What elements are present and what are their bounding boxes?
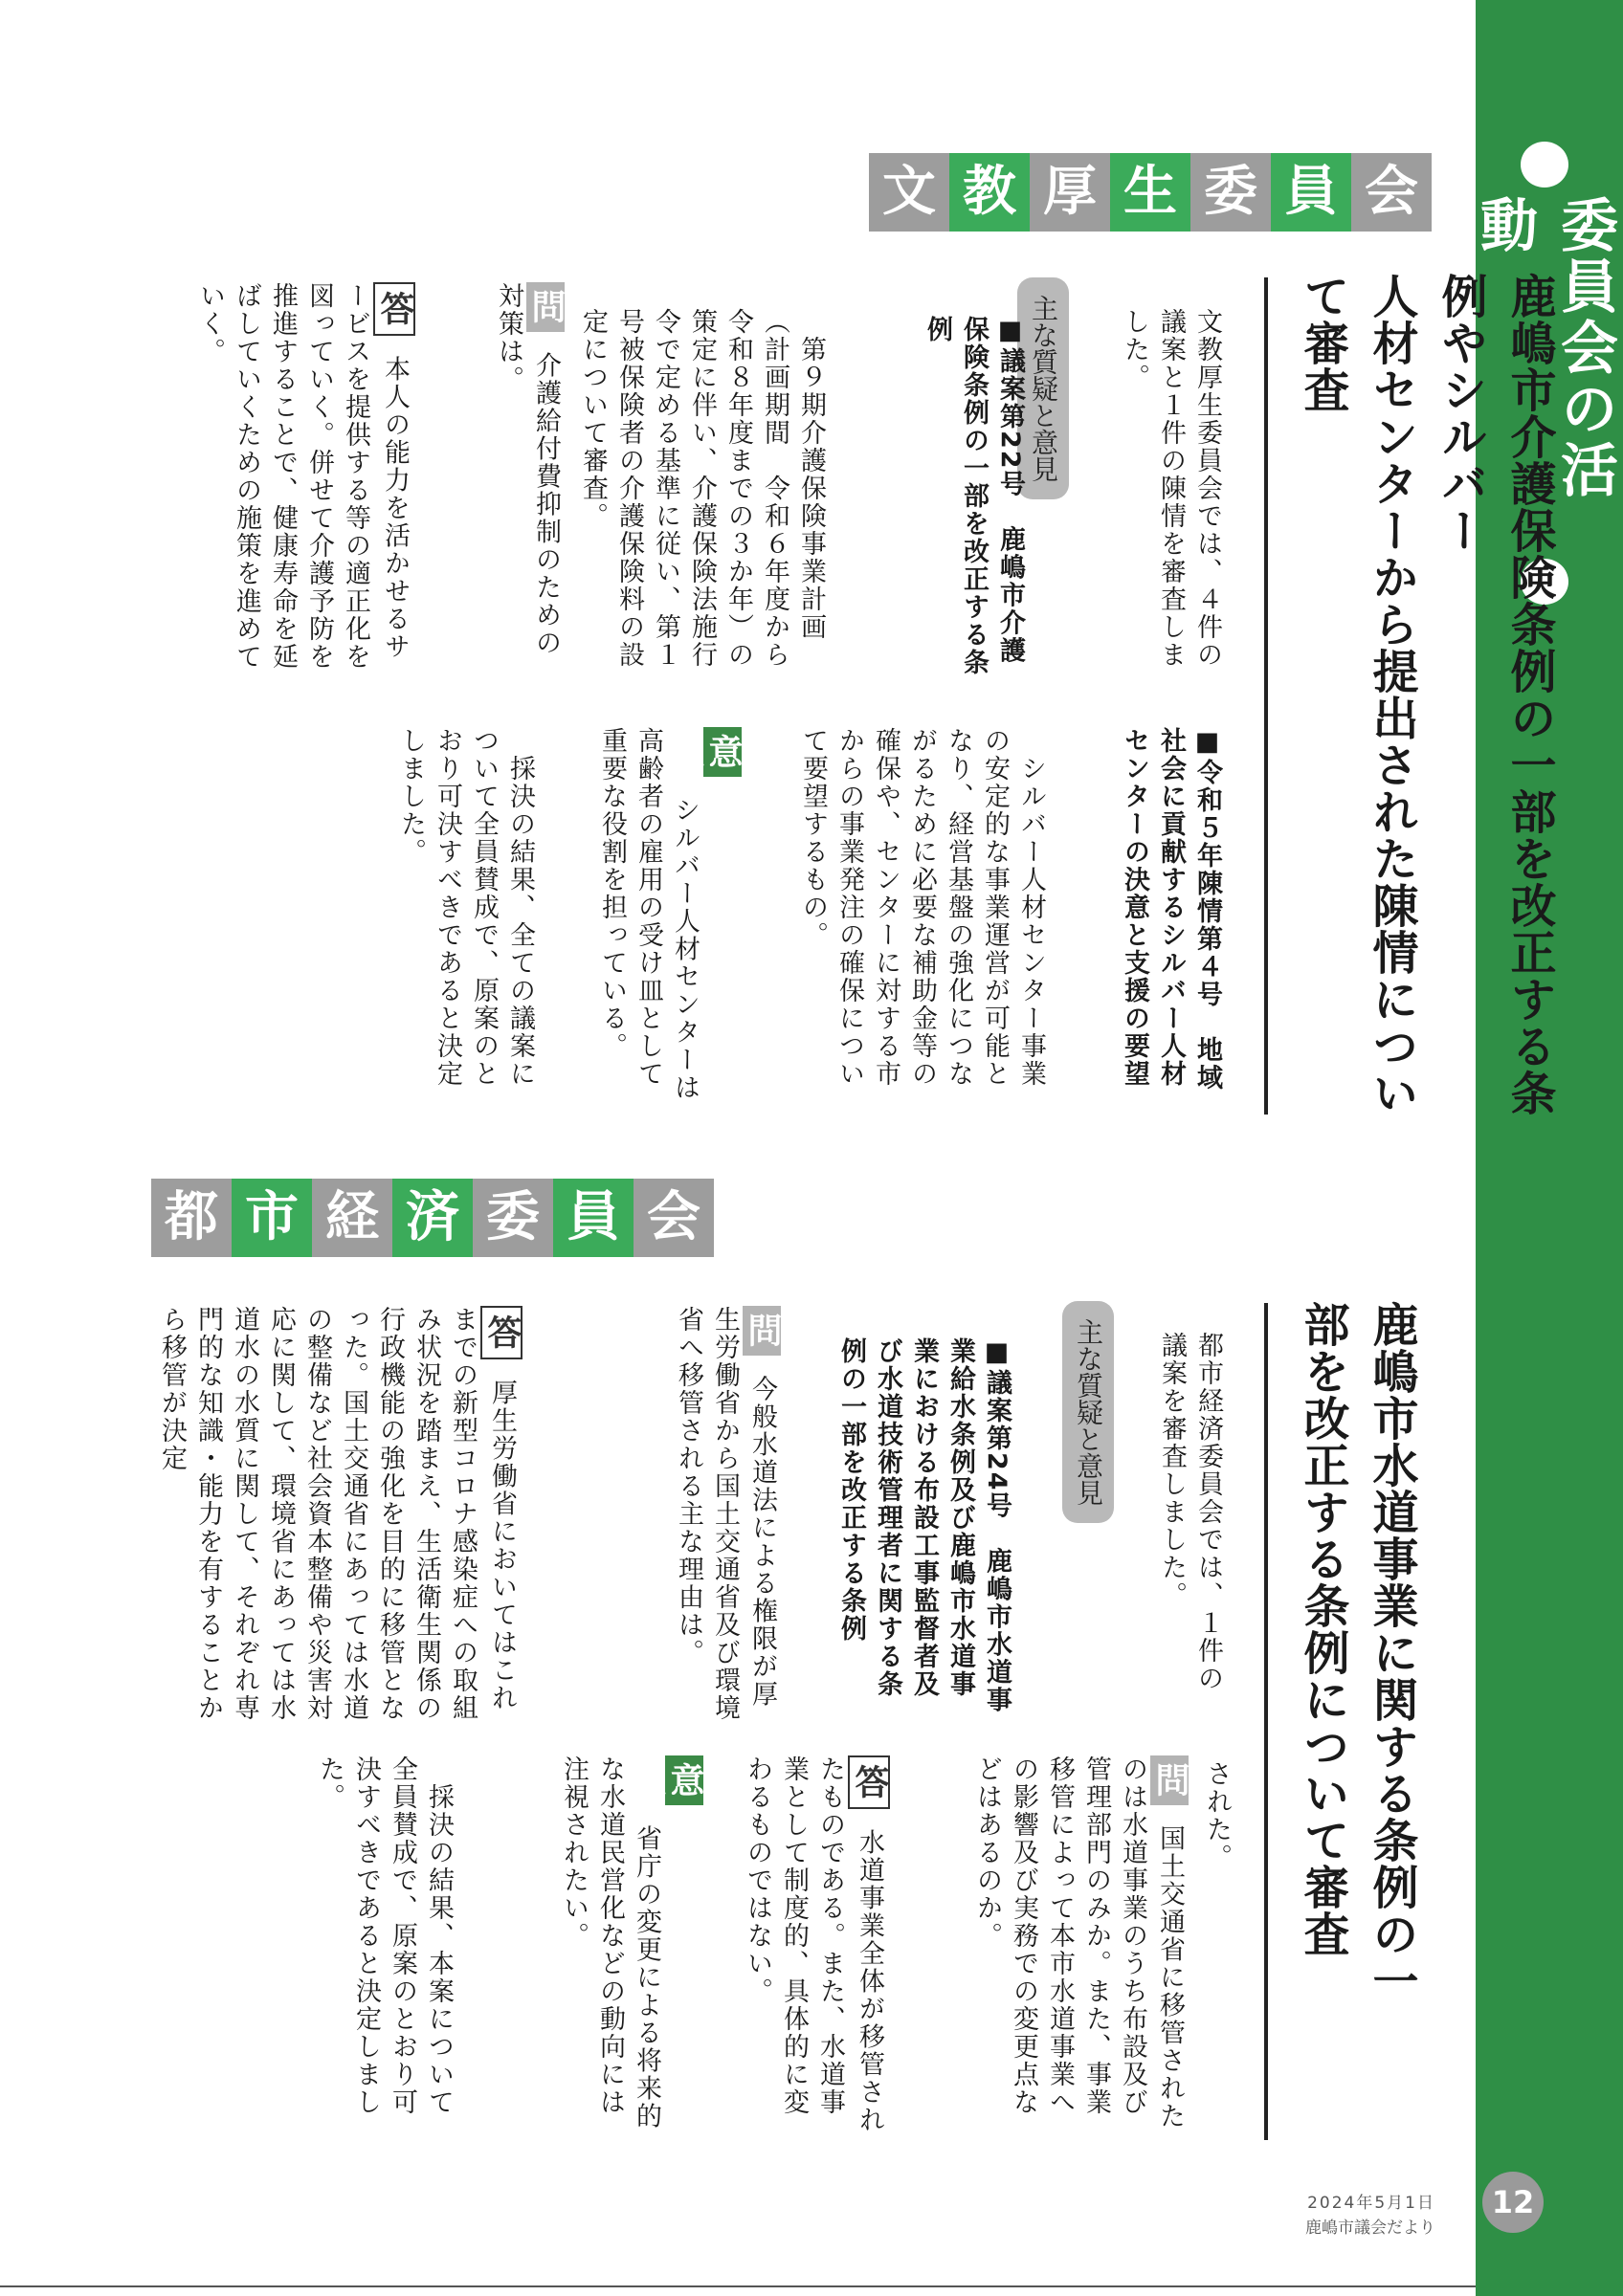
opinion-badge: 意見 (703, 727, 742, 777)
headline-rule (1264, 277, 1268, 1115)
banner-char: 済 (392, 1179, 473, 1257)
banner-char: 員 (553, 1179, 634, 1257)
section2-headline (1288, 1301, 1426, 2086)
banner-char: 市 (232, 1179, 312, 1257)
question-badge: 問 (1150, 1755, 1189, 1805)
banner-char: 会 (634, 1179, 714, 1257)
answer-badge: 答 (373, 282, 415, 336)
banner-char: 生 (1110, 153, 1190, 232)
question-text: 今般水道法による権限が厚生労働省から国土交通省及び環境省へ移管される主な理由は。 (674, 1306, 777, 1722)
section2-continuation: された。 (1202, 1760, 1232, 1871)
answer-badge: 答 (848, 1755, 890, 1809)
section1-answer (191, 282, 415, 684)
circle-icon (1521, 142, 1568, 188)
question-badge: 問 (743, 1306, 781, 1356)
banner-char: 教 (949, 153, 1030, 232)
question-text: 国土交通省に移管されたのは水道事業のうち布設及び管理部門のみか。また、事業移管によって本市水道事業への影響及び実務での変更点などはあるのか。 (972, 1755, 1185, 2130)
question-badge: 問 (526, 282, 565, 332)
banner-char: 厚 (1030, 153, 1110, 232)
opinion-badge: 意見 (665, 1755, 703, 1805)
committee-banner-toshi (151, 1179, 714, 1257)
headline-line: 人材センターから提出された陳情について審査 (1296, 273, 1418, 1116)
section2-qa-pill (1062, 1301, 1114, 1523)
section1-item-title: ■議案第22号 鹿嶋市介護保険条例の一部を改正する条例 (923, 316, 1025, 676)
answer-badge: 答 (480, 1306, 522, 1359)
section1-petition-title: ■令和５年陳情第４号 地域社会に貢献するシルバー人材センターの決意と支援の要望 (1120, 727, 1222, 1092)
headline-line: 鹿嶋市介護保険条例の一部を改正する条例やシルバー (1434, 273, 1556, 1116)
banner-char: 都 (151, 1179, 232, 1257)
opinion-text: シルバー人材センターは高齢者の雇用の受け皿として重要な役割を担っている。 (597, 727, 700, 1102)
section1-intro: 文教厚生委員会では、４件の議案と１件の陳情を審査しました。 (1120, 308, 1222, 669)
opinion-text: 省庁の変更による将来的な水道民営化などの動向には注視されたい。 (559, 1755, 661, 2130)
banner-char: 委 (473, 1179, 553, 1257)
section1-opinion (593, 727, 742, 1110)
answer-text: 水道事業全体が移管されたものである。また、水道事業として制度的、具体的に変わるものではない。 (743, 1755, 884, 2134)
qa-pill: 主な質疑と意見 (1062, 1301, 1114, 1523)
committee-banner-bunkyo (869, 153, 1432, 232)
section2-question1 (670, 1306, 781, 1727)
qa-pill: 主な質疑と意見 (1017, 277, 1069, 499)
section1-question (490, 282, 565, 684)
side-title-text: 委員会の活動 (1471, 195, 1618, 502)
banner-char: 文 (869, 153, 949, 232)
headline-rule (1264, 1303, 1268, 2140)
headline-line: 鹿嶋市水道事業に関する条例の一 (1365, 1301, 1418, 2004)
question-text: 介護給付費抑制のための対策は。 (494, 282, 561, 657)
banner-char: 経 (312, 1179, 392, 1257)
page-number: 12 (1482, 2172, 1544, 2233)
section2-intro: 都市経済委員会では、１件の議案を審査しました。 (1157, 1332, 1223, 1692)
headline-line: 部を改正する条例について審査 (1296, 1301, 1349, 1957)
section2-result: 採決の結果、本案について全員賛成で、原案のとおり可決すべきであると決定しました。 (315, 1755, 454, 2116)
footer-publication: 鹿嶋市議会だより (1305, 2219, 1435, 2238)
footer-date: 2024年5月1日 (1307, 2194, 1435, 2213)
answer-text: 厚生労働省においてはこれまでの新型コロナ感染症への取組み状況を踏まえ、生活衛生関係の行政機能の強化を目的に移管となった。国土交通省にあっては水道の整備など社会資本整備や災害対応に関して、環境省にあっては水道水の水質に関して、それぞれ専門的な知識・能力を有することから移管が決定 (157, 1306, 517, 1722)
banner-char: 委 (1190, 153, 1271, 232)
banner-char: 会 (1351, 153, 1432, 232)
bottom-rule (0, 2285, 1476, 2287)
section2-question2 (968, 1755, 1189, 2138)
section2-item-title: ■議案第24号 鹿嶋市水道事業給水条例及び鹿嶋市水道事業における布設工事監督者及び水道技術管理者に関する条例の一部を改正する条例 (836, 1337, 1012, 1714)
section1-petition-body: シルバー人材センター事業の安定的な事業運営が可能となり、経営基盤の強化につながるために必要な補助金等の確保や、センターに対する市からの事業発注の確保について要望するもの。 (798, 727, 1046, 1088)
section2-opinion (555, 1755, 703, 2138)
section2-answer2 (739, 1755, 890, 2138)
answer-text: 本人の能力を活かせるサービスを提供する等の適正化を図っていく。併せて介護予防を推進することで、健康寿命を延ばしていくための施策を進めていく。 (195, 282, 410, 671)
banner-char: 員 (1271, 153, 1351, 232)
section1-headline (1288, 273, 1564, 1134)
section1-item-desc: 第９期介護保険事業計画（計画期間 令和６年度から令和８年度までの３か年）の策定に伴い、介護保険法施行令で定める基準に従い、第１号被保険者の介護保険料の設定について審査。 (578, 308, 826, 669)
section2-answer1 (153, 1306, 522, 1727)
section1-result: 採決の結果、全ての議案について全員賛成で、原案のとおり可決すべきであると決定しました。 (396, 727, 535, 1088)
